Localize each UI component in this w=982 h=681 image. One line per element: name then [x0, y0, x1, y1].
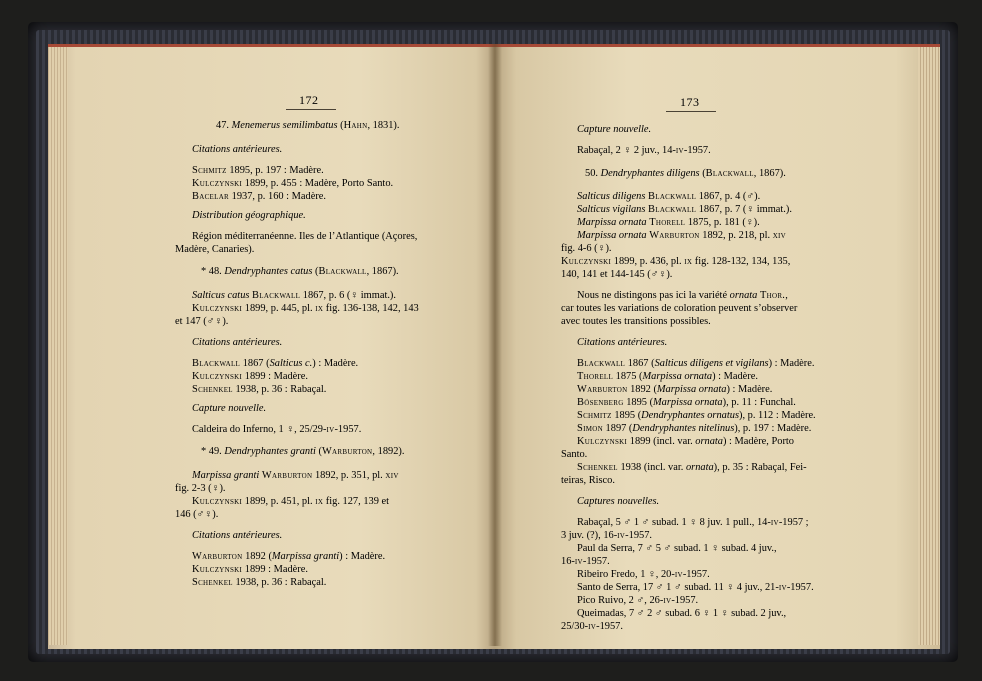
- text-span: Marpissa granti: [192, 470, 260, 481]
- text-span: Paul da Serra, 7 ♂ 5 ♂ subad. 1 ♀ subad. 4 juv.,: [577, 543, 777, 554]
- right-page-number-rule: [666, 111, 716, 112]
- text-span: avec toutes les transitions possibles.: [561, 316, 711, 327]
- text-span: 1892, p. 351, pl.: [312, 470, 386, 481]
- text-span: iv: [770, 517, 779, 528]
- text-span: 1895 (: [611, 410, 642, 421]
- text-span: Rabaçal, 2 ♀ 2 juv., 14-: [577, 145, 676, 156]
- text-span: Bacelar: [192, 191, 230, 202]
- text-span: Dendryphantes nitelinus: [632, 423, 735, 434]
- text-line: [577, 203, 792, 216]
- text-span: 1867, p. 7 (♀ immat.).: [696, 204, 792, 215]
- text-span: -1957 ;: [778, 517, 809, 528]
- text-span: Madère, Canaries).: [175, 244, 255, 255]
- text-span: iv: [617, 530, 626, 541]
- text-span: ) : Madère, Porto: [723, 436, 794, 447]
- text-line: [192, 209, 306, 222]
- text-line: [192, 576, 326, 589]
- text-span: 1899 : Madère.: [242, 564, 308, 575]
- text-span: Capture nouvelle.: [192, 403, 267, 414]
- text-span: Santo.: [561, 449, 588, 460]
- text-span: Salticus vigilans: [577, 204, 646, 215]
- text-span: ) : Madère.: [312, 358, 359, 369]
- text-span: ), p. 11 : Funchal.: [722, 397, 796, 408]
- text-span: -1957.: [625, 530, 653, 541]
- text-span: Kulczynski: [192, 564, 243, 575]
- text-span: ix: [315, 303, 324, 314]
- text-line: [561, 255, 790, 268]
- text-line: [192, 550, 385, 563]
- text-span: fig. 136-138, 142, 143: [323, 303, 419, 314]
- text-span: 146 (♂♀).: [175, 509, 219, 520]
- text-span: xiv: [772, 230, 787, 241]
- text-span: Schenkel: [577, 462, 618, 473]
- text-line: [175, 482, 226, 495]
- text-span: Simon: [577, 423, 603, 434]
- text-line: [577, 383, 772, 396]
- text-line: [577, 370, 758, 383]
- text-line: [585, 167, 786, 180]
- text-line: [561, 315, 711, 328]
- text-line: [561, 529, 652, 542]
- text-span: Blackwall: [577, 358, 626, 369]
- text-line: [192, 357, 358, 370]
- text-span: Marpissa ornata: [656, 384, 727, 395]
- text-span: ), p. 112 : Madère.: [739, 410, 816, 421]
- text-span: iv: [675, 145, 684, 156]
- text-span: 1867 (: [240, 358, 270, 369]
- text-span: iv: [588, 621, 597, 632]
- text-span: (: [312, 266, 319, 277]
- text-span: -1957.: [682, 569, 710, 580]
- left-page-number-rule: [286, 109, 336, 110]
- text-span: Marpissa ornata: [653, 397, 723, 408]
- text-span: Warburton: [321, 446, 373, 457]
- text-line: [192, 177, 393, 190]
- text-span: Dendryphantes catus: [224, 266, 313, 277]
- text-span: ornata: [729, 290, 758, 301]
- text-line: [577, 516, 809, 529]
- text-span: 1895, p. 197 : Madère.: [226, 165, 324, 176]
- text-span: Thorell: [649, 217, 686, 228]
- text-line: [577, 422, 811, 435]
- text-span: 1899 (incl. var.: [627, 436, 696, 447]
- text-span: ix: [684, 256, 693, 267]
- text-line: [577, 336, 667, 349]
- text-span: Citations antérieures.: [577, 337, 668, 348]
- text-line: [192, 383, 326, 396]
- text-span: Blackwall: [318, 266, 367, 277]
- text-span: Salticus c.: [269, 358, 313, 369]
- text-line: [561, 268, 672, 281]
- text-line: [201, 445, 404, 458]
- text-line: [577, 289, 788, 302]
- text-span: ) : Madère.: [768, 358, 815, 369]
- text-span: , 1831).: [367, 120, 400, 131]
- text-span: -1957.: [334, 424, 362, 435]
- text-span: Marpissa ornata: [577, 230, 647, 241]
- text-span: ) : Madère.: [339, 551, 386, 562]
- text-span: et 147 (♂♀).: [175, 316, 229, 327]
- text-span: fig. 127, 139 et: [323, 496, 390, 507]
- text-line: [192, 423, 361, 436]
- text-span: ), p. 197 : Madère.: [734, 423, 812, 434]
- text-line: [201, 265, 399, 278]
- text-span: 1895 (: [623, 397, 654, 408]
- text-span: Rabaçal, 5 ♂ 1 ♂ subad. 1 ♀ 8 juv. 1 pull., 14-: [577, 517, 771, 528]
- text-span: (: [337, 120, 344, 131]
- text-span: Blackwall: [252, 290, 301, 301]
- text-span: Queimadas, 7 ♂ 2 ♂ subad. 6 ♀ 1 ♀ subad. 2 juv.,: [577, 608, 787, 619]
- text-span: Kulczynski: [192, 303, 243, 314]
- text-span: -1957.: [596, 621, 623, 632]
- text-span: iv: [663, 595, 672, 606]
- text-span: ornata: [685, 462, 714, 473]
- text-span: teiras, Risco.: [561, 475, 615, 486]
- text-span: Ribeiro Fredo, 1 ♀, 20-: [577, 569, 675, 580]
- text-span: Schmitz: [192, 165, 227, 176]
- text-span: 1899, p. 451, pl.: [242, 496, 316, 507]
- text-span: -1957.: [582, 556, 610, 567]
- text-line: [561, 242, 612, 255]
- text-span: iv: [326, 424, 335, 435]
- text-span: (: [699, 168, 706, 179]
- text-span: Blackwall: [648, 204, 697, 215]
- text-span: Citations antérieures.: [192, 337, 283, 348]
- text-line: [577, 568, 710, 581]
- text-span: Salticus catus: [192, 290, 250, 301]
- text-span: Pico Ruivo, 2 ♂, 26-: [577, 595, 664, 606]
- text-span: 47.: [216, 120, 232, 131]
- text-span: Région méditerranéenne. Iles de l’Atlantique (Açores,: [192, 231, 418, 242]
- text-line: [577, 357, 814, 370]
- text-span: Kulczynski: [577, 436, 628, 447]
- text-line: [192, 164, 324, 177]
- text-span: Dendryphantes granti: [224, 446, 316, 457]
- text-span: (: [315, 446, 322, 457]
- left-page-number: 172: [299, 93, 319, 107]
- text-span: 1867 (: [625, 358, 655, 369]
- book-gutter: [488, 44, 502, 646]
- text-line: [577, 216, 760, 229]
- text-span: Blackwall: [705, 168, 754, 179]
- text-span: Kulczynski: [192, 178, 243, 189]
- text-line: [192, 469, 399, 482]
- text-span: Salticus diligens et vigilans: [654, 358, 769, 369]
- text-line: [577, 607, 786, 620]
- text-span: iv: [574, 556, 583, 567]
- text-line: [192, 495, 389, 508]
- text-line: [577, 144, 711, 157]
- text-line: [192, 336, 282, 349]
- text-line: [577, 123, 651, 136]
- text-span: Santo de Serra, 17 ♂ 1 ♂ subad. 11 ♀ 4 juv., 21-: [577, 582, 779, 593]
- text-span: , 1867).: [366, 266, 399, 277]
- text-span: 1875, p. 181 (♀).: [685, 217, 760, 228]
- text-span: ,: [785, 290, 788, 301]
- text-span: fig. 128-132, 134, 135,: [692, 256, 791, 267]
- text-span: * 49.: [201, 446, 225, 457]
- text-span: Marpissa ornata: [577, 217, 647, 228]
- text-span: fig. 2-3 (♀).: [175, 483, 226, 494]
- text-line: [577, 542, 777, 555]
- text-span: 1892 (: [242, 551, 272, 562]
- text-line: [561, 620, 623, 633]
- text-line: [175, 508, 218, 521]
- text-span: Captures nouvelles.: [577, 496, 660, 507]
- text-line: [561, 448, 587, 461]
- text-line: [192, 402, 266, 415]
- text-span: 1899 : Madère.: [242, 371, 308, 382]
- text-line: [175, 243, 254, 256]
- text-span: Nous ne distingons pas ici la variété: [577, 290, 730, 301]
- text-span: Dendryphantes ornatus: [641, 410, 739, 421]
- text-span: Marpissa granti: [271, 551, 340, 562]
- text-line: [577, 461, 807, 474]
- text-line: [175, 315, 228, 328]
- left-page-stack: [48, 47, 68, 645]
- text-span: Marpissa ornata: [642, 371, 713, 382]
- text-line: [192, 370, 308, 383]
- text-span: Salticus diligens: [577, 191, 646, 202]
- right-page-stack: [918, 47, 940, 645]
- text-span: Bösenberg: [577, 397, 624, 408]
- text-span: Thor.: [759, 290, 786, 301]
- text-span: Warburton: [192, 551, 243, 562]
- text-span: ) : Madère.: [712, 371, 758, 382]
- text-span: Kulczynski: [192, 496, 243, 507]
- text-span: ) : Madère.: [726, 384, 773, 395]
- text-line: [216, 119, 400, 132]
- text-span: Schenkel: [192, 384, 233, 395]
- text-span: iv: [778, 582, 787, 593]
- text-line: [577, 581, 814, 594]
- text-span: 1892, p. 218, pl.: [699, 230, 773, 241]
- text-span: Distribution géographique.: [192, 210, 306, 221]
- text-span: car toutes les variations de coloration peuvent s’observer: [561, 303, 798, 314]
- text-span: Citations antérieures.: [192, 530, 283, 541]
- text-span: Capture nouvelle.: [577, 124, 652, 135]
- text-line: [192, 230, 417, 243]
- text-span: 1937, p. 160 : Madère.: [229, 191, 326, 202]
- text-span: 25/30-: [561, 621, 589, 632]
- text-span: Menemerus semilimbatus: [231, 120, 338, 131]
- text-span: 1867, p. 4 (♂).: [696, 191, 761, 202]
- text-span: Blackwall: [192, 358, 241, 369]
- text-span: 1899, p. 445, pl.: [242, 303, 316, 314]
- text-line: [561, 302, 797, 315]
- text-line: [577, 396, 796, 409]
- text-span: 1892 (: [627, 384, 657, 395]
- text-span: Citations antérieures.: [192, 144, 283, 155]
- text-span: -1957.: [671, 595, 699, 606]
- text-span: -1957.: [786, 582, 814, 593]
- text-span: iv: [674, 569, 683, 580]
- text-span: Warburton: [261, 470, 313, 481]
- text-span: 3 juv. (?), 16-: [561, 530, 618, 541]
- text-span: , 1892).: [372, 446, 405, 457]
- text-span: Dendryphantes diligens: [600, 168, 700, 179]
- text-line: [561, 555, 610, 568]
- text-span: Kulczynski: [561, 256, 612, 267]
- text-span: 140, 141 et 144-145 (♂♀).: [561, 269, 673, 280]
- text-span: Hahn: [343, 120, 368, 131]
- text-span: 50.: [585, 168, 601, 179]
- text-span: ix: [315, 496, 324, 507]
- text-line: [192, 190, 326, 203]
- text-span: Schenkel: [192, 577, 233, 588]
- text-span: Schmitz: [577, 410, 612, 421]
- text-span: 1867, p. 6 (♀ immat.).: [300, 290, 396, 301]
- text-line: [192, 143, 282, 156]
- text-span: 1875 (: [613, 371, 643, 382]
- text-line: [192, 563, 308, 576]
- text-line: [577, 229, 786, 242]
- text-line: [577, 495, 659, 508]
- text-span: fig. 4-6 (♀).: [561, 243, 612, 254]
- text-span: 16-: [561, 556, 575, 567]
- text-span: Warburton: [649, 230, 700, 241]
- text-span: Warburton: [577, 384, 628, 395]
- text-span: Caldeira do Inferno, 1 ♀, 25/29-: [192, 424, 327, 435]
- text-span: , 1867).: [753, 168, 786, 179]
- text-line: [577, 594, 698, 607]
- text-span: 1899, p. 436, pl.: [611, 256, 685, 267]
- text-span: xiv: [385, 470, 399, 481]
- text-line: [561, 474, 615, 487]
- text-span: Blackwall: [648, 191, 697, 202]
- text-span: -1957.: [683, 145, 711, 156]
- text-span: Kulczynski: [192, 371, 243, 382]
- text-span: 1897 (: [602, 423, 633, 434]
- text-span: ornata: [695, 436, 723, 447]
- text-line: [577, 190, 760, 203]
- text-span: ), p. 35 : Rabaçal, Fei-: [713, 462, 807, 473]
- text-line: [192, 289, 396, 302]
- text-span: Thorell: [577, 371, 614, 382]
- text-line: [192, 302, 419, 315]
- text-line: [192, 529, 282, 542]
- text-line: [577, 409, 816, 422]
- text-span: 1899, p. 455 : Madère, Porto Santo.: [242, 178, 394, 189]
- text-span: 1938, p. 36 : Rabaçal.: [232, 577, 327, 588]
- text-span: 1938, p. 36 : Rabaçal.: [232, 384, 327, 395]
- right-page-number: 173: [680, 95, 700, 109]
- text-span: * 48.: [201, 266, 225, 277]
- text-line: [577, 435, 794, 448]
- text-span: 1938 (incl. var.: [617, 462, 686, 473]
